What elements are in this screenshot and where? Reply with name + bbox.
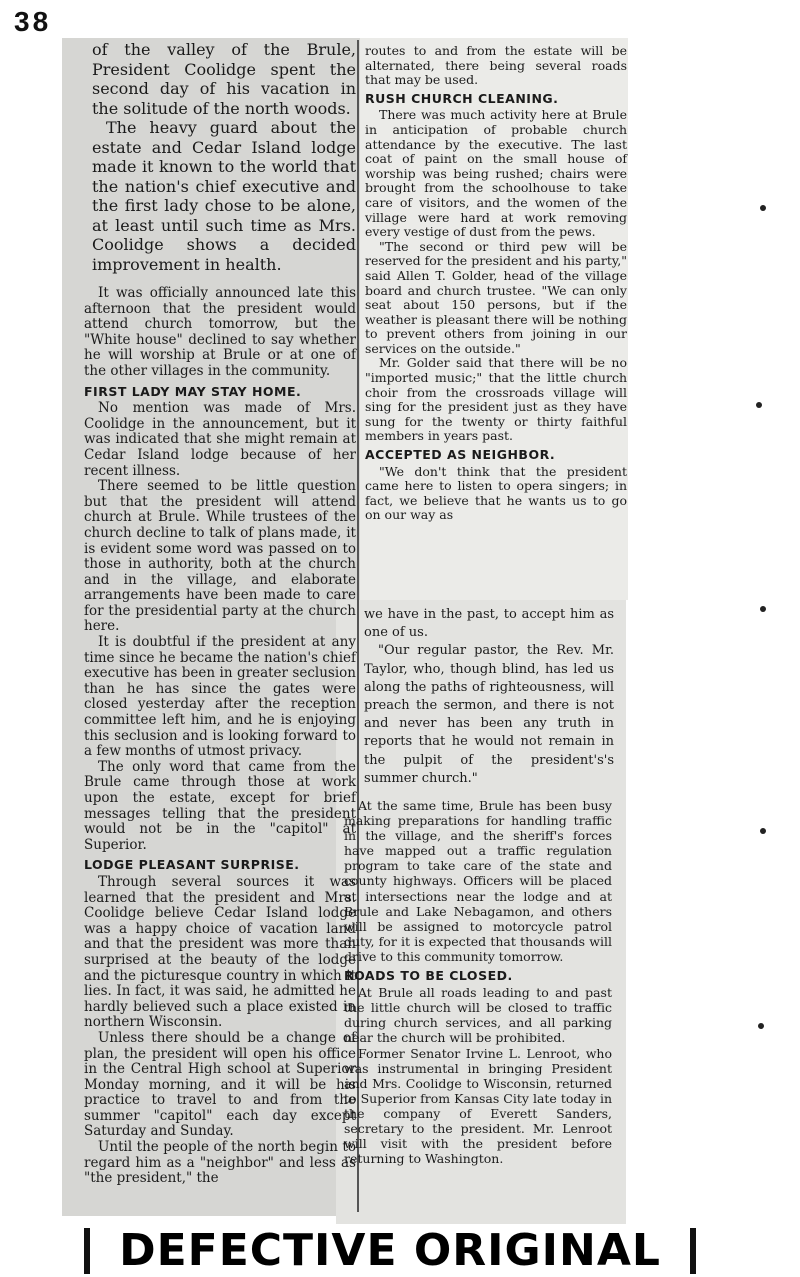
binder-hole-dot xyxy=(760,606,766,612)
paragraph: It was officially announced late this afternoon that the president would attend church tomorrow, but the "White house" declined to say whether he will worship at Brule or at one of the other villages in the community. xyxy=(84,285,356,379)
page-number: 38 xyxy=(14,6,52,37)
section-heading: LODGE PLEASANT SURPRISE. xyxy=(84,857,300,873)
right-column-top xyxy=(365,44,627,523)
paragraph: At Brule all roads leading to and past the little church will be closed to traffic during church services, and all parking near the church will be prohibited. xyxy=(344,985,612,1046)
paragraph: It is doubtful if the president at any time since he became the nation's chief executive has been in greater seclusion than he has since the gates were closed yesterday after the reception committee left him, and he is enjoying this seclusion and is looking forward to a few months of utmost privacy. xyxy=(84,634,356,760)
paragraph: No mention was made of Mrs. Coolidge in the announcement, but it was indicated that she might remain at Cedar Island lodge because of her recent illness. xyxy=(84,400,356,479)
paragraph: Unless there should be a change of plan, the president will open his office in the Central High school at Superior Monday morning, and it will be his practice to travel to and from the summer "capitol" each day except Saturday and Sunday. xyxy=(84,1029,356,1140)
paragraph: Until the people of the north begin to regard him as a "neighbor" and less as "the president," the xyxy=(84,1139,356,1187)
paragraph: of the valley of the Brule, President Coolidge spent the second day of his vacation in the solitude of the north woods. xyxy=(92,40,356,118)
paragraph: There seemed to be little question but that the president will attend church at Brule. While trustees of the church decline to talk of plans made, it is evident some word was passed on to those in authority, both at the church and in the village, and elaborate arrangements have been made to care for the presidential party at the church here. xyxy=(84,478,356,635)
paragraph: Former Senator Irvine L. Lenroot, who was instrumental in bringing President and Mrs. Coolidge to Wisconsin, returned to Superior from Kansas City late today in the company of Everett Sanders, secretary to the president. Mr. Lenroot will visit with the president before returning to Washington. xyxy=(344,1045,612,1167)
paragraph: we have in the past, to accept him as one of us. xyxy=(364,607,614,641)
defective-original-banner: DEFECTIVE ORIGINAL xyxy=(84,1228,696,1274)
binder-hole-dot xyxy=(760,828,766,834)
section-heading: ROADS TO BE CLOSED. xyxy=(344,968,513,984)
paragraph: At the same time, Brule has been busy making preparations for handling traffic in the village, and the sheriff's forces have mapped out a traffic regulation program to take care of the state and county highways. Officers will be placed at intersections near the lodge and at Brule and Lake Nebagamon, and others will be assigned to motorcycle patrol duty, for it is expected that thousands will drive to this community tomorrow. xyxy=(344,798,612,964)
binder-hole-dot xyxy=(758,1023,764,1029)
paragraph: The heavy guard about the estate and Cedar Island lodge made it known to the world that the nation's chief executive and the first lady chose to be alone, at least until such time as Mrs. Coolidge shows a decided improvement in health. xyxy=(92,118,356,274)
paragraph: There was much activity here at Brule in anticipation of probable church attendance by the executive. The last coat of paint on the small house of worship was being rushed; chairs were brought from the schoolhouse to take care of visitors, and the women of the village were hard at work removing every vestige of dust from the pews. xyxy=(365,107,627,240)
paragraph: "The second or third pew will be reserved for the president and his party," said Allen T. Golder, head of the village board and church trustee. "We can only seat about 150 persons, but if the weather is pleasant there will be nothing to prevent others from joining in our services on the outside." xyxy=(365,238,627,356)
right-column-middle xyxy=(364,606,614,788)
left-column-intro xyxy=(92,40,356,274)
section-heading: RUSH CHURCH CLEANING. xyxy=(365,90,559,106)
section-heading: FIRST LADY MAY STAY HOME. xyxy=(84,383,302,399)
binder-hole-dot xyxy=(756,402,762,408)
right-column-bottom xyxy=(344,798,612,1166)
paragraph: "We don't think that the president came here to listen to opera singers; in fact, we believe that he wants us to go on our way as xyxy=(365,463,627,523)
paragraph: Through several sources it was learned that the president and Mrs. Coolidge believe Cedar Island lodge was a happy choice of vacation land and that the president was more than surprised at the beauty of the lodge and the picturesque country in which it lies. In fact, it was said, he admitted he hardly believed such a place existed in northern Wisconsin. xyxy=(84,873,356,1031)
paragraph: "Our regular pastor, the Rev. Mr. Taylor, who, though blind, has led us along the paths of righteousness, will preach the sermon, and there is not and never has been any truth in reports that he would not remain in the pulpit of the president's's summer church." xyxy=(364,643,614,786)
paragraph: The only word that came from the Brule came through those at work upon the estate, except for brief messages telling that the president would not be in the "capitol" at Superior. xyxy=(84,758,356,853)
binder-hole-dot xyxy=(760,205,766,211)
paragraph: routes to and from the estate will be alternated, there being several roads that may be used. xyxy=(365,43,627,88)
section-heading: ACCEPTED AS NEIGHBOR. xyxy=(365,447,556,463)
paragraph: Mr. Golder said that there will be no "imported music;" that the little church choir from the crossroads village will sing for the president just as they have sung for the twenty or thirty faithful members in years past. xyxy=(365,355,627,444)
left-column-body xyxy=(84,286,356,1187)
